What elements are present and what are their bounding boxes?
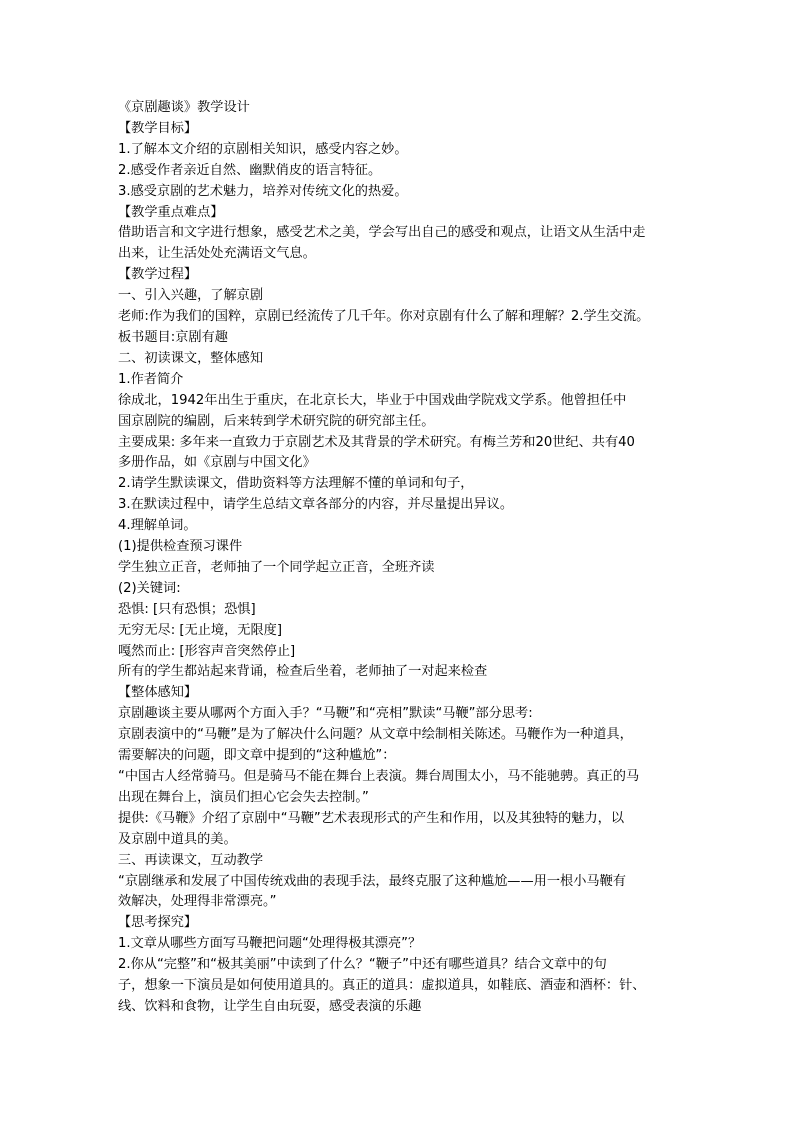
document-body: [118, 98, 690, 1018]
text-line: 子，想象一下演员是如何使用道具的。真正的道具：虚拟道具，如鞋底、酒壶和酒杯：针、: [118, 978, 646, 994]
section-heading-key-points: 【教学重点难点】: [118, 204, 224, 220]
document-title: 《京剧趣谈》教学设计: [118, 100, 250, 115]
text-line: 4.理解单词。: [118, 518, 197, 534]
text-line: 板书题目:京剧有趣: [118, 329, 228, 345]
vocab-item: 嘎然而止: [形容声音突然停止]: [118, 643, 296, 659]
section-heading-overall: 【整体感知】: [118, 685, 198, 701]
text-line: 主要成果: 多年来一直致力于京剧艺术及其背景的学术研究。有梅兰芳和20世纪、共有40: [118, 434, 635, 450]
section-heading-inquiry: 【思考探究】: [118, 915, 198, 931]
text-line: (1)提供检查预习课件: [118, 539, 243, 555]
quote-line: “京剧继承和发展了中国传统戏曲的表现手法，最终克服了这种尴尬——用一根小马鞭有: [118, 873, 626, 889]
text-line: 提供:《马鞭》介绍了京剧中“马鞭”艺术表现形式的产生和作用，以及其独特的魅力，以: [118, 810, 625, 826]
text-line: 线、饮料和食物，让学生自由玩耍，感受表演的乐趣: [118, 998, 422, 1014]
text-line: 京剧趣谈主要从哪两个方面入手？“马鞭”和“亮相”默读“马鞭”部分思考:: [118, 706, 533, 722]
quote-line: “中国古人经常骑马。但是骑马不能在舞台上表演。舞台周围太小，马不能驰骋。真正的马: [118, 769, 640, 784]
section-heading-process: 【教学过程】: [118, 267, 198, 283]
text-line: 2.你从“完整”和“极其美丽”中读到了什么？“鞭子”中还有哪些道具？结合文章中的句: [118, 957, 607, 973]
text-line: 借助语言和文字进行想象，感受艺术之美，学会写出自己的感受和观点，让语文从生活中走: [118, 225, 646, 241]
subheading: 二、初读课文，整体感知: [118, 350, 264, 366]
text-line: 2.请学生默读课文，借助资料等方法理解不懂的单词和句子，: [118, 476, 474, 492]
text-line: 国京剧院的编剧，后来转到学术研究院的研究部主任。: [118, 413, 435, 429]
text-line: 学生独立正音，老师抽了一个同学起立正音，全班齐读: [118, 559, 435, 575]
objective-item: 2.感受作者亲近自然、幽默俏皮的语言特征。: [118, 162, 382, 178]
text-line: 及京剧中道具的美。: [118, 831, 237, 847]
objective-item: 3.感受京剧的艺术魅力，培养对传统文化的热爱。: [118, 183, 408, 199]
text-line: 所有的学生都站起来背诵，检查后坐着，老师抽了一对起来检查: [118, 664, 488, 680]
text-line: 1.作者简介: [118, 371, 184, 387]
text-line: 3.在默读过程中，请学生总结文章各部分的内容，并尽量提出异议。: [118, 497, 514, 513]
text-line: 老师:作为我们的国粹，京剧已经流传了几千年。你对京剧有什么了解和理解？2.学生交流。: [118, 309, 650, 325]
text-line: 京剧表演中的“马鞭”是为了解决什么问题？从文章中绘制相关陈述。马鞭作为一种道具，: [118, 727, 633, 743]
subheading: 一、引入兴趣，了解京剧: [118, 288, 264, 304]
section-heading-objectives: 【教学目标】: [118, 120, 198, 136]
quote-line: 效解决，处理得非常漂亮。”: [118, 894, 277, 910]
text-line: 多册作品，如《京剧与中国文化》: [118, 455, 316, 471]
vocab-item: 恐惧: [只有恐惧；恐惧]: [118, 601, 256, 617]
quote-line: 出现在舞台上，演员们担心它会失去控制。”: [118, 789, 369, 805]
objective-item: 1.了解本文介绍的京剧相关知识，感受内容之妙。: [118, 141, 408, 157]
text-line: (2)关键词:: [118, 580, 181, 596]
subheading: 三、再读课文，互动教学: [118, 852, 264, 868]
text-line: 1.文章从哪些方面写马鞭把问题“处理得极其漂亮”？: [118, 936, 422, 952]
vocab-item: 无穷无尽: [无止境，无限度]: [118, 622, 282, 638]
text-line: 需要解决的问题，即文章中提到的“这种尴尬”：: [118, 748, 396, 764]
text-line: 出来，让生活处处充满语文气息。: [118, 246, 316, 262]
text-line: 徐成北，1942年出生于重庆，在北京长大，毕业于中国戏曲学院戏文学系。他曾担任中: [118, 392, 627, 408]
